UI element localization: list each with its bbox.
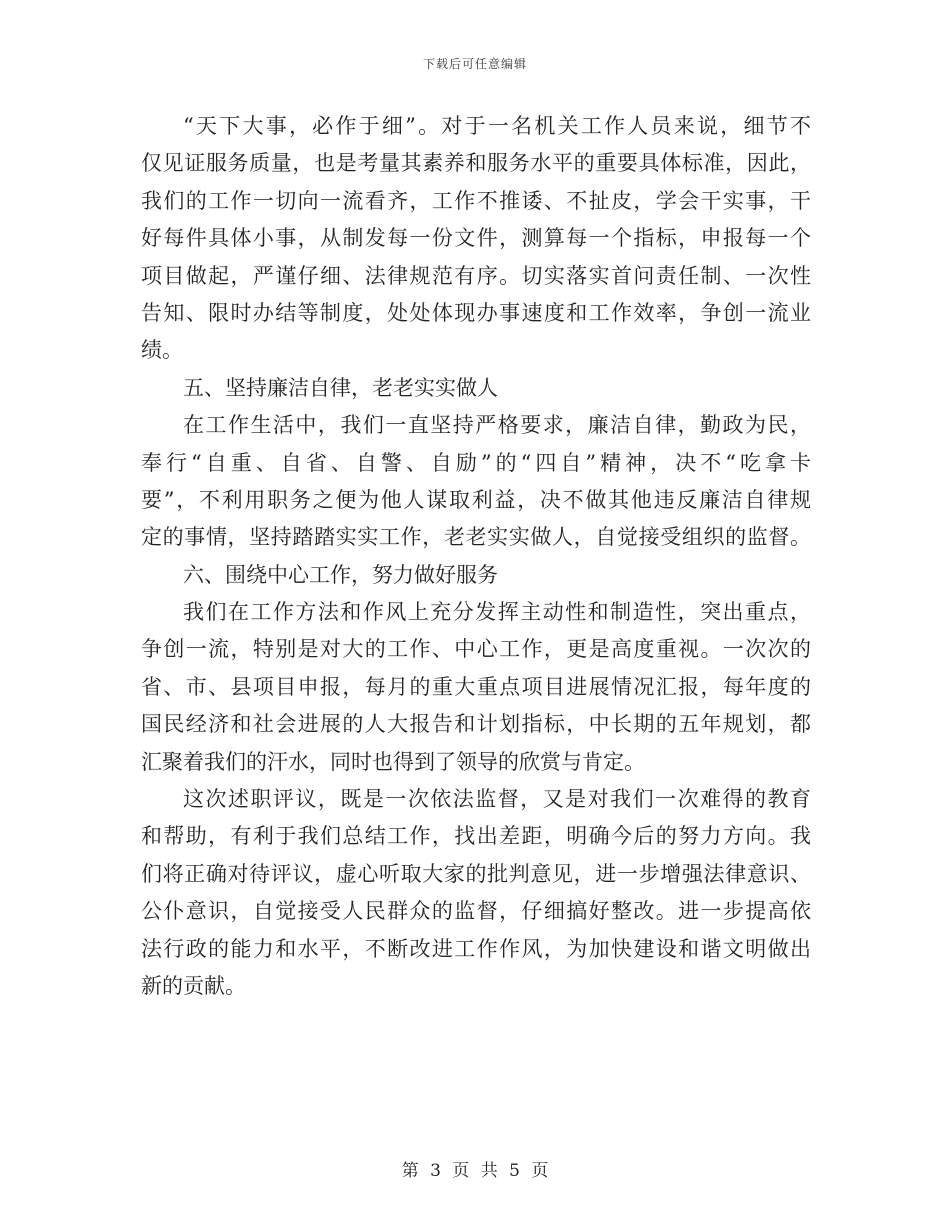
text-line: 我们在工作方法和作风上充分发挥主动性和制造性，突出重点， [183,600,811,625]
page-label-prefix: 第 [401,1161,419,1181]
page-footer [0,1156,950,1181]
text-line: “天下大事，必作于细”。对于一名机关工作人员来说，细节不 [183,114,811,138]
text-line: 省、市、县项目申报，每月的重大重点项目进展情况汇报，每年度的 [141,674,811,699]
text-line: 法行政的能力和水平，不断改进工作作风，为加快建设和谐文明做出 [141,936,811,961]
current-page-number: 3 [430,1161,441,1181]
page-label-mid1: 页 [452,1161,470,1181]
text-line: 项目做起，严谨仔细、法律规范有序。切实落实首问责任制、一次性 [141,263,811,288]
text-line: 们将正确对待评议，虚心听取大家的批判意见，进一步增强法律意识、 [141,861,811,886]
text-line: 定的事情，坚持踏踏实实工作，老老实实做人，自觉接受组织的监督。 [141,525,811,550]
text-line: 争创一流，特别是对大的工作、中心工作，更是高度重视。一次次的 [141,637,811,662]
text-line: 新的贡献。 [141,973,246,998]
text-line: 好每件具体小事，从制发每一份文件，测算每一个指标，申报每一个 [141,226,811,251]
text-line: 告知、限时办结等制度，处处体现办事速度和工作效率，争创一流业 [141,300,811,325]
text-line: 这次述职评议，既是一次依法监督，又是对我们一次难得的教育 [183,787,811,812]
text-line: 汇聚着我们的汗水，同时也得到了领导的欣赏与肯定。 [141,749,645,774]
page-label-mid2: 共 [480,1161,498,1181]
total-pages-number: 5 [509,1161,520,1181]
header-note: 下载后可任意编辑 [422,57,527,71]
text-line: 国民经济和社会进展的人大报告和计划指标，中长期的五年规划，都 [141,712,811,737]
text-line: 和帮助，有利于我们总结工作，找出差距，明确今后的努力方向。我 [141,824,811,849]
document-body [141,108,811,1005]
text-line: 公仆意识，自觉接受人民群众的监督，仔细搞好整改。进一步提高依 [141,899,811,924]
section-heading: 六、围绕中心工作，努力做好服务 [183,562,498,587]
text-line: 仅见证服务质量，也是考量其素养和服务水平的重要具体标准，因此， [141,151,811,176]
page-label-suffix: 页 [531,1161,549,1181]
text-line: 绩。 [141,338,183,363]
section-heading: 五、坚持廉洁自律，老老实实做人 [183,375,498,400]
text-line: 我们的工作一切向一流看齐，工作不推诿、不扯皮，学会干实事，干 [141,188,811,213]
text-line: 在工作生活中，我们一直坚持严格要求，廉洁自律，勤政为民， [183,413,811,438]
text-line: 奉行“自重、自省、自警、自励”的“四自”精神，决不“吃拿卡 [141,450,811,475]
text-line: 要”，不利用职务之便为他人谋取利益，决不做其他违反廉洁自律规 [141,487,811,512]
